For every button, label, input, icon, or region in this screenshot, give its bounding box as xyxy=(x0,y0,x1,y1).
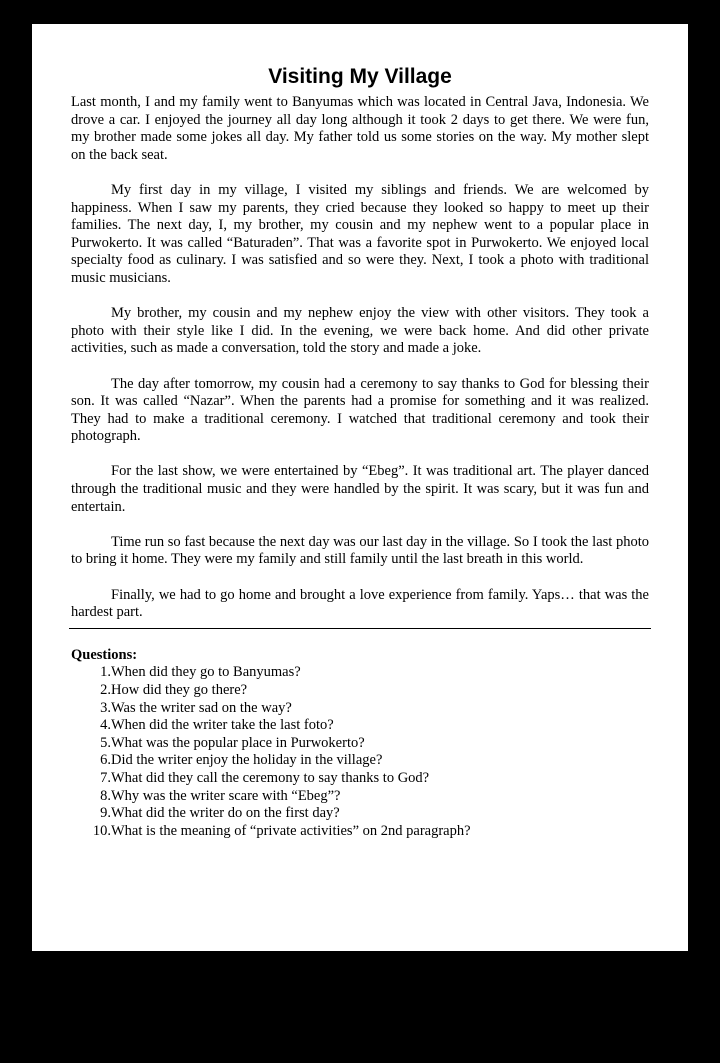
question-number: 3. xyxy=(100,699,111,716)
question-text: Did the writer enjoy the holiday in the village? xyxy=(111,752,383,769)
questions-list xyxy=(71,664,649,840)
question-item-4 xyxy=(71,717,649,735)
question-text: What did they call the ceremony to say thanks to God? xyxy=(111,769,430,786)
question-item-6 xyxy=(71,752,649,770)
paragraph-5: For the last show, we were entertained by “Ebeg”. It was traditional art. The player danced through the traditional music and they were handled by the spirit. It was scary, but it was fun and entertain. xyxy=(71,463,649,515)
question-number: 5. xyxy=(100,734,111,751)
question-number: 7. xyxy=(100,769,111,786)
question-text: What is the meaning of “private activities” on 2nd paragraph? xyxy=(111,822,471,839)
questions-heading: Questions: xyxy=(71,646,138,663)
question-item-9 xyxy=(71,805,649,823)
question-number: 4. xyxy=(100,717,111,734)
question-item-2 xyxy=(71,682,649,700)
question-item-10 xyxy=(71,823,649,841)
question-item-1 xyxy=(71,664,649,682)
paragraph-7: Finally, we had to go home and brought a love experience from family. Yaps… that was the hardest part. xyxy=(71,586,649,621)
document-page xyxy=(32,24,688,951)
question-text: How did they go there? xyxy=(111,682,248,698)
question-number: 6. xyxy=(100,752,111,769)
question-number: 9. xyxy=(100,805,111,822)
question-number: 2. xyxy=(100,682,111,698)
question-item-5 xyxy=(71,735,649,753)
question-text: Was the writer sad on the way? xyxy=(111,699,292,716)
question-text: Why was the writer scare with “Ebeg”? xyxy=(111,787,341,804)
paragraph-3: My brother, my cousin and my nephew enjoy the view with other visitors. They took a photo with their style like I did. In the evening, we were back home. And did other private activities, such as made a conversation, told the story and made a joke. xyxy=(71,305,649,357)
question-number: 8. xyxy=(100,787,111,804)
paragraph-2: My first day in my village, I visited my siblings and friends. We are welcomed by happiness. When I saw my parents, they cried because they looked so happy to meet up their families. The next day, I, my brother, my cousin and my nephew went to a popular place in Purwokerto. It was called “Baturaden”. That was a favorite spot in Purwokerto. We enjoyed local specialty food as culinary. I was satisfied and so were they. Next, I took a photo with traditional music musicians. xyxy=(71,181,649,286)
question-text: What was the popular place in Purwokerto? xyxy=(111,734,365,751)
question-item-8 xyxy=(71,788,649,806)
question-text: When did the writer take the last foto? xyxy=(111,717,334,734)
paragraph-6: Time run so fast because the next day was our last day in the village. So I took the last photo to bring it home. They were my family and still family until the last breath in this world. xyxy=(71,533,649,568)
question-item-3 xyxy=(71,700,649,718)
document-title: Visiting My Village xyxy=(268,65,452,88)
question-number: 10. xyxy=(92,822,111,839)
question-item-7 xyxy=(71,770,649,788)
question-text: When did they go to Banyumas? xyxy=(111,664,301,681)
question-number: 1. xyxy=(100,664,111,681)
paragraph-1: Last month, I and my family went to Banyumas which was located in Central Java, Indonesia. We drove a car. I enjoyed the journey all day long although it took 2 days to get there. We were fun, my brother made some jokes all day. My father told us some stories on the way. My mother slept on the back seat. xyxy=(71,94,649,163)
section-divider xyxy=(69,628,651,629)
paragraph-4: The day after tomorrow, my cousin had a ceremony to say thanks to God for blessing their son. It was called “Nazar”. When the parents had a promise for something and it was realized. They had to make a traditional ceremony. I watched that traditional ceremony and took their photograph. xyxy=(71,375,649,445)
question-text: What did the writer do on the first day? xyxy=(111,805,340,822)
